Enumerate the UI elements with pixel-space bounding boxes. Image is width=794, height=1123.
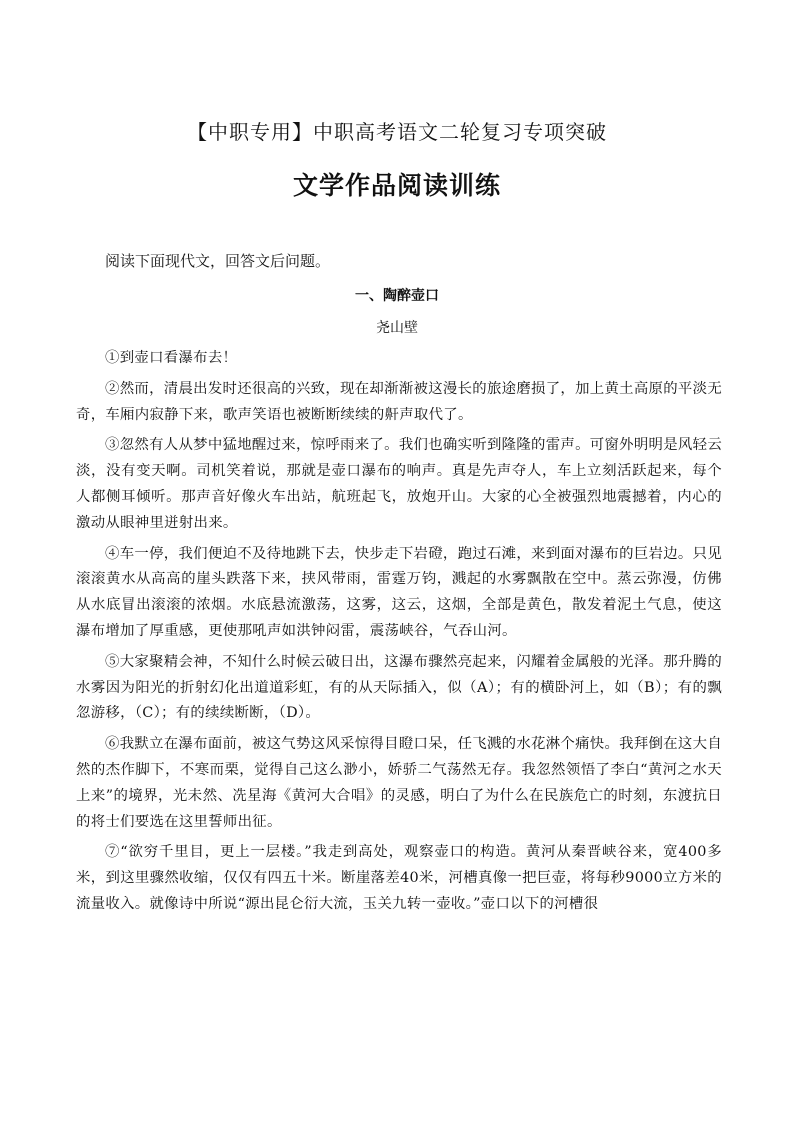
paragraph-7: ⑦“欲穷千里目，更上一层楼。”我走到高处，观察壶口的构造。黄河从秦晋峡谷来，宽400多米，到这里骤然收缩，仅仅有四五十米。断崖落差40米，河槽真像一把巨壶，将每秒9000立方米的流量收入。就像诗中所说“源出昆仑衍大流，玉关九转一壶收。”壶口以下的河槽很 [76, 844, 722, 912]
instruction-text: 阅读下面现代文，回答文后问题。 [105, 252, 331, 270]
section-title: 一、陶醉壶口 [355, 288, 439, 304]
header-title: 【中职专用】中职高考语文二轮复习专项突破 [187, 120, 607, 144]
paragraph-1: ①到壶口看瀑布去！ [105, 350, 238, 366]
article-body [76, 346, 722, 923]
author-name: 尧山壁 [376, 320, 418, 336]
paragraph-5: ⑤大家聚精会神，不知什么时候云破日出，这瀑布骤然亮起来，闪耀着金属般的光泽。那升腾的水雾因为阳光的折射幻化出道道彩虹，有的从天际插入，似（A）；有的横卧河上，如（B）；有的飘忽游移，（C）；有的续续断断，（D）。 [76, 653, 723, 722]
paragraph-6: ⑥我默立在瀑布面前，被这气势这风采惊得目瞪口呆，任飞溅的水花淋个痛快。我拜倒在这大自然的杰作脚下，不寒而栗，觉得自己这么渺小，娇骄二气荡然无存。我忽然领悟了李白“黄河之水天上来”的境界，光未然、冼星海《黄河大合唱》的灵感，明白了为什么在民族危亡的时刻，东渡抗日的将士们要选在这里誓师出征。 [76, 736, 723, 830]
main-title: 文学作品阅读训练 [292, 171, 501, 200]
paragraph-3: ③忽然有人从梦中猛地醒过来，惊呼雨来了。我们也确实听到隆隆的雷声。可窗外明明是风轻云淡，没有变天啊。司机笑着说，那就是壶口瀑布的响声。真是先声夺人，车上立刻活跃起来，每个人都侧耳倾听。那声音好像火车出站，航班起飞，放炮开山。大家的心全被强烈地震撼着，内心的激动从眼神里迸射出来。 [76, 437, 723, 531]
paragraph-4: ④车一停，我们便迫不及待地跳下去，快步走下岩磴，跑过石滩，来到面对瀑布的巨岩边。只见滚滚黄水从高高的崖头跌落下来，挟风带雨，雷霆万钧，溅起的水雾飘散在空中。蒸云弥漫，仿佛从水底冒出滚滚的浓烟。水底悬流激荡，这雾，这云，这烟，全部是黄色，散发着泥土气息，使这瀑布增加了厚重感，更使那吼声如洪钟闷雷，震荡峡谷，气吞山河。 [76, 545, 723, 639]
paragraph-2: ②然而，清晨出发时还很高的兴致，现在却渐渐被这漫长的旅途磨损了，加上黄土高原的平淡无奇，车厢内寂静下来，歌声笑语也被断断续续的鼾声取代了。 [76, 380, 723, 423]
